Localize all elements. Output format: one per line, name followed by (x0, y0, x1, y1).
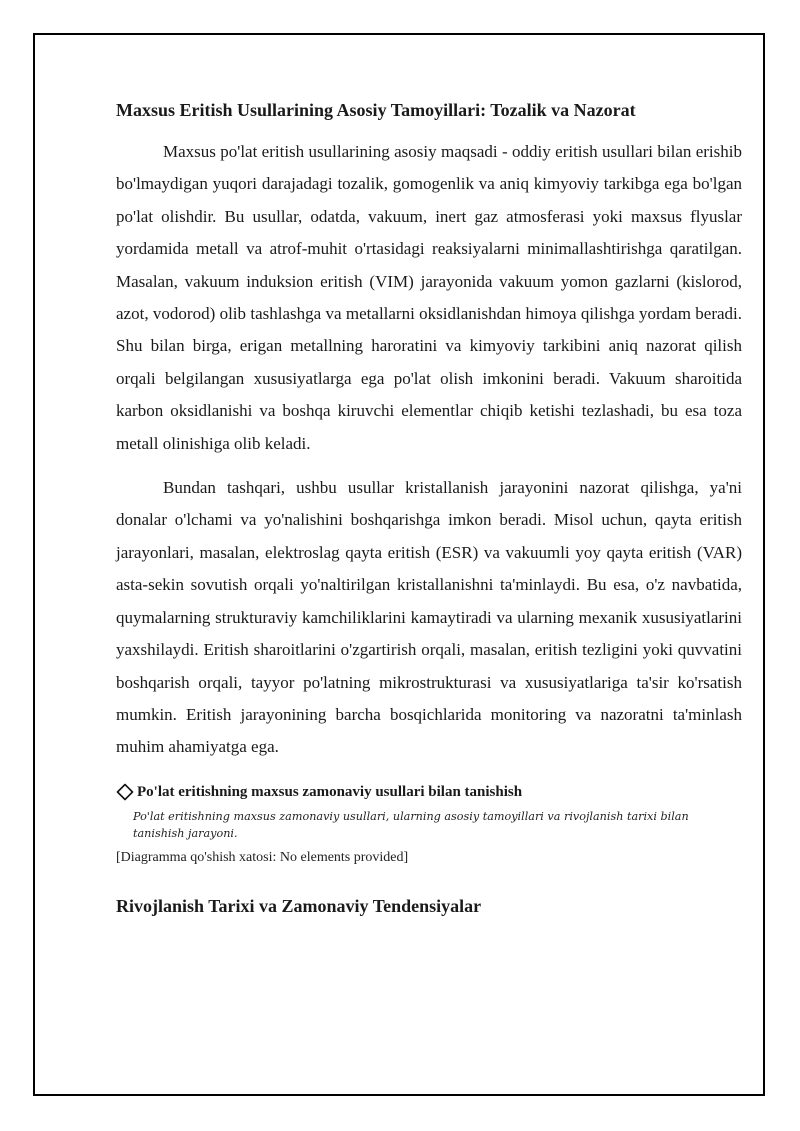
body-paragraph-1: Maxsus po'lat eritish usullarining asosiy maqsadi - oddiy eritish usullari bilan erishib bo'lmaydigan yuqori darajadagi tozalik, gomogenlik va aniq kimyoviy tarkibga ega bo'lgan po'lat olishdir. Bu usullar, odatda, vakuum, inert gaz atmosferasi yoki maxsus flyuslar yordamida metall va atrof-muhit o'rtasidagi reaksiyalarni minimallashtirishga qaratilgan. Masalan, vakuum induksion eritish (VIM) jarayonida vakuum yomon gazlarni (kislorod, azot, vodorod) olib tashlashga va metallarni oksidlanishdan himoya qilishga yordam beradi. Shu bilan birga, erigan metallning haroratini va kimyoviy tarkibini aniq nazorat qilish orqali belgilangan xususiyatlarga ega po'lat olish imkonini beradi. Vakuum sharoitida karbon oksidlanishi va boshqa kiruvchi elementlar chiqib ketishi tezlashadi, bu esa toza metall olinishiga olib keladi. (116, 142, 742, 453)
section-heading: Maxsus Eritish Usullarining Asosiy Tamoyillari: Tozalik va Nazorat (116, 100, 636, 120)
callout-title-row (116, 782, 742, 802)
document-body (116, 98, 742, 918)
diagram-callout (116, 782, 742, 868)
tag-icon (116, 783, 134, 801)
body-paragraph-2: Bundan tashqari, ushbu usullar kristallanish jarayonini nazorat qilishga, ya'ni donalar o'lchami va yo'nalishini boshqarishga imkon beradi. Misol uchun, qayta eritish jarayonlari, masalan, elektroslag qayta eritish (ESR) va vakuumli yoy qayta eritish (VAR) asta-sekin sovutish orqali yo'naltirilgan kristallanishni ta'minlaydi. Bu esa, o'z navbatida, quymalarning strukturaviy kamchiliklarini kamaytiradi va ularning mexanik xususiyatlarini yaxshilaydi. Eritish sharoitlarini o'zgartirish orqali, masalan, eritish tezligini yoki quvvatini boshqarish orqali, tayyor po'latning mikrostrukturasi va xususiyatlariga ta'sir ko'rsatish mumkin. Eritish jarayonining barcha bosqichlarida monitoring va nazoratni ta'minlash muhim ahamiyatga ega. (116, 478, 742, 757)
callout-title: Po'lat eritishning maxsus zamonaviy usullari bilan tanishish (137, 783, 523, 800)
section-heading-2: Rivojlanish Tarixi va Zamonaviy Tendensiyalar (116, 895, 482, 916)
callout-description: Po'lat eritishning maxsus zamonaviy usullari, ularning asosiy tamoyillari va rivojlanish tarixi bilan tanishish jarayoni. (133, 809, 689, 840)
diagram-error-note: [Diagramma qo'shish xatosi: No elements provided] (116, 849, 409, 865)
